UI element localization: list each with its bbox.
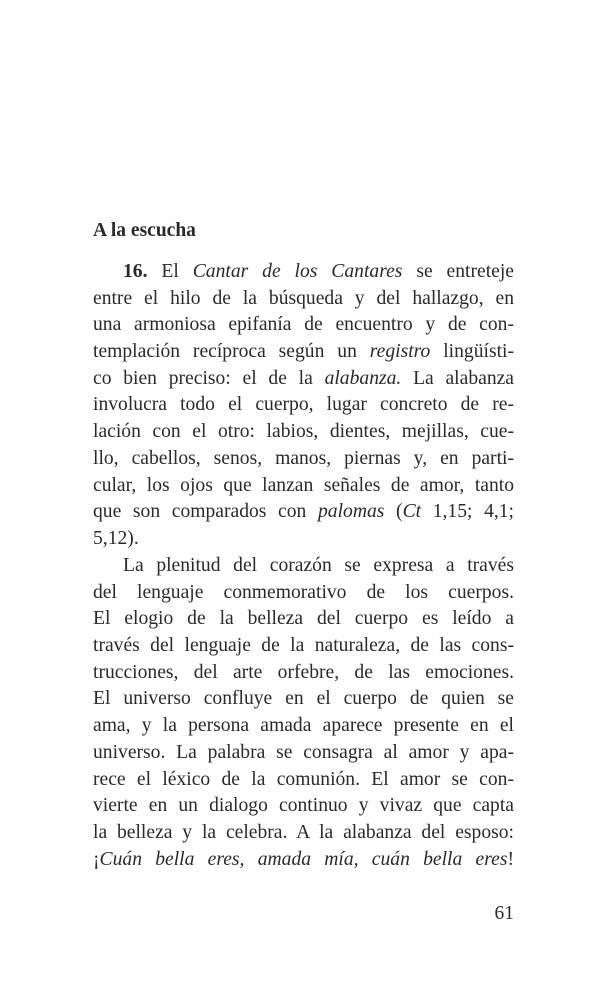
text-line bbox=[93, 686, 514, 713]
text-segment: La alabanza bbox=[401, 367, 515, 389]
text-segment: se entreteje bbox=[402, 261, 514, 282]
text-segment: 5,12). bbox=[93, 527, 139, 549]
italic-text: palomas bbox=[317, 501, 385, 523]
paragraph-16 bbox=[93, 259, 514, 553]
text-segment: rece el léxico de la comunión. El amor se con- bbox=[93, 768, 514, 790]
text-segment: 1,15; 4,1; bbox=[421, 501, 514, 523]
text-line bbox=[93, 259, 514, 286]
text-line bbox=[93, 446, 514, 473]
text-line bbox=[93, 366, 514, 393]
text-segment: involucra todo el cuerpo, lugar concreto de re- bbox=[93, 394, 514, 416]
text-segment: ( bbox=[384, 501, 403, 523]
text-segment: lingüísti- bbox=[430, 341, 514, 363]
text-segment: entre el hilo de la búsqueda y del hallazgo, en bbox=[93, 287, 514, 309]
text-line bbox=[93, 526, 514, 553]
italic-text: Cuán bella eres, amada mía, cuán bella eres bbox=[99, 848, 508, 870]
text-line bbox=[93, 713, 514, 740]
text-segment: llo, cabellos, senos, manos, piernas y, en parti- bbox=[93, 447, 514, 469]
text-line bbox=[93, 820, 514, 847]
text-segment: vierte en un dialogo continuo y vivaz que capta bbox=[93, 795, 514, 817]
text-line bbox=[93, 339, 514, 366]
text-line bbox=[93, 633, 514, 660]
text-segment: trucciones, del arte orfebre, de las emociones. bbox=[93, 661, 514, 683]
text-line bbox=[93, 660, 514, 687]
text-segment: ¡ bbox=[93, 848, 100, 870]
text-line bbox=[93, 312, 514, 339]
text-segment: la belleza y la celebra. A la alabanza del esposo: bbox=[93, 821, 514, 843]
text-segment: lación con el otro: labios, dientes, mejillas, cue- bbox=[93, 421, 514, 443]
text-line bbox=[93, 793, 514, 820]
text-line bbox=[93, 499, 514, 526]
text-line bbox=[93, 473, 514, 500]
text-line bbox=[93, 606, 514, 633]
text-segment: universo. La palabra se consagra al amor y apa- bbox=[93, 741, 514, 763]
bold-text: 16. bbox=[123, 261, 148, 282]
text-line bbox=[93, 392, 514, 419]
italic-text: Cantar de los Cantares bbox=[192, 261, 403, 282]
paragraph-plenitud bbox=[93, 553, 514, 873]
text-line bbox=[93, 553, 514, 580]
text-segment: través del lenguaje de la naturaleza, de las cons- bbox=[93, 635, 514, 657]
text-line bbox=[93, 847, 514, 874]
text-line bbox=[93, 286, 514, 313]
section-heading: A la escucha bbox=[93, 220, 196, 241]
text-segment: La plenitud del corazón se expresa a través bbox=[123, 555, 514, 576]
text-segment: templación recíproca según un bbox=[93, 341, 370, 363]
text-line bbox=[93, 419, 514, 446]
text-segment: ! bbox=[507, 848, 514, 870]
page-number: 61 bbox=[494, 903, 514, 924]
text-segment: El bbox=[147, 261, 193, 282]
text-segment: ama, y la persona amada aparece presente en el bbox=[93, 715, 514, 737]
italic-text: alabanza. bbox=[324, 367, 402, 389]
text-segment: cular, los ojos que lanzan señales de amor, tanto bbox=[93, 474, 514, 496]
text-segment: una armoniosa epifanía de encuentro y de con- bbox=[93, 314, 514, 336]
text-line bbox=[93, 767, 514, 794]
text-segment: que son comparados con bbox=[93, 501, 318, 523]
text-segment: del lenguaje conmemorativo de los cuerpos. bbox=[93, 581, 514, 603]
text-line bbox=[93, 580, 514, 607]
italic-text: registro bbox=[369, 341, 431, 363]
text-segment: El universo confluye en el cuerpo de quien se bbox=[93, 688, 514, 710]
text-segment: El elogio de la belleza del cuerpo es leído a bbox=[93, 608, 514, 630]
text-segment: co bien preciso: el de la bbox=[93, 367, 325, 389]
text-line bbox=[93, 740, 514, 767]
italic-text: Ct bbox=[402, 501, 422, 523]
